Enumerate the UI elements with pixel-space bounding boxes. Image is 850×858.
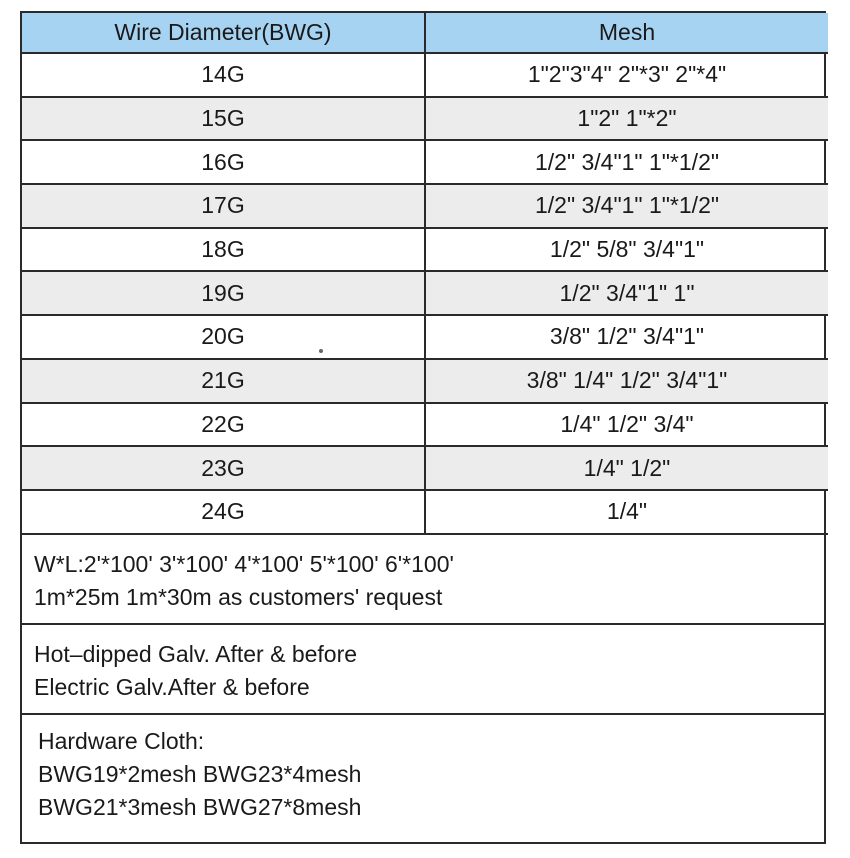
wire-gauge-cell: 17G — [22, 184, 425, 228]
header-wire-diameter: Wire Diameter(BWG) — [22, 13, 425, 53]
mesh-cell: 1/4" — [425, 490, 828, 534]
mesh-cell: 1/4" 1/2" — [425, 446, 828, 490]
wire-gauge-cell: 16G — [22, 140, 425, 184]
wire-gauge-cell: 18G — [22, 228, 425, 272]
wire-gauge-cell: 15G — [22, 97, 425, 141]
size-note — [22, 535, 824, 625]
size-note-line: W*L:2'*100' 3'*100' 4'*100' 5'*100' 6'*100' — [34, 550, 454, 577]
mesh-cell: 1"2" 1"*2" — [425, 97, 828, 141]
table-row — [22, 315, 828, 359]
wire-gauge-cell: 22G — [22, 403, 425, 447]
wire-gauge-cell: 23G — [22, 446, 425, 490]
hardware-cloth-note — [22, 715, 824, 842]
table-row — [22, 403, 828, 447]
galvanizing-note-line: Hot–dipped Galv. After & before — [34, 640, 358, 667]
spec-sheet — [20, 11, 826, 844]
wire-mesh-table — [22, 13, 828, 535]
mesh-cell: 1/4" 1/2" 3/4" — [425, 403, 828, 447]
table-row — [22, 140, 828, 184]
mesh-cell: 3/8" 1/4" 1/2" 3/4"1" — [425, 359, 828, 403]
mesh-cell: 1"2"3"4" 2"*3" 2"*4" — [425, 53, 828, 97]
table-row — [22, 53, 828, 97]
table-row — [22, 490, 828, 534]
table-row — [22, 359, 828, 403]
wire-gauge-cell: 20G — [22, 315, 425, 359]
table-header-row — [22, 13, 828, 53]
mesh-cell: 3/8" 1/2" 3/4"1" — [425, 315, 828, 359]
table-row — [22, 446, 828, 490]
size-note-line: 1m*25m 1m*30m as customers' request — [34, 583, 443, 610]
table-row — [22, 271, 828, 315]
wire-gauge-cell: 21G — [22, 359, 425, 403]
scan-speck — [319, 349, 323, 353]
galvanizing-note-line: Electric Galv.After & before — [34, 673, 310, 700]
table-row — [22, 97, 828, 141]
hardware-cloth-line: BWG21*3mesh BWG27*8mesh — [38, 793, 362, 820]
mesh-cell: 1/2" 3/4"1" 1"*1/2" — [425, 184, 828, 228]
hardware-cloth-title: Hardware Cloth: — [38, 727, 205, 754]
galvanizing-note — [22, 625, 824, 715]
wire-gauge-cell: 24G — [22, 490, 425, 534]
wire-gauge-cell: 19G — [22, 271, 425, 315]
hardware-cloth-line: BWG19*2mesh BWG23*4mesh — [38, 760, 362, 787]
mesh-cell: 1/2" 3/4"1" 1"*1/2" — [425, 140, 828, 184]
table-row — [22, 228, 828, 272]
mesh-cell: 1/2" 3/4"1" 1" — [425, 271, 828, 315]
wire-gauge-cell: 14G — [22, 53, 425, 97]
header-mesh: Mesh — [425, 13, 828, 53]
mesh-cell: 1/2" 5/8" 3/4"1" — [425, 228, 828, 272]
table-row — [22, 184, 828, 228]
